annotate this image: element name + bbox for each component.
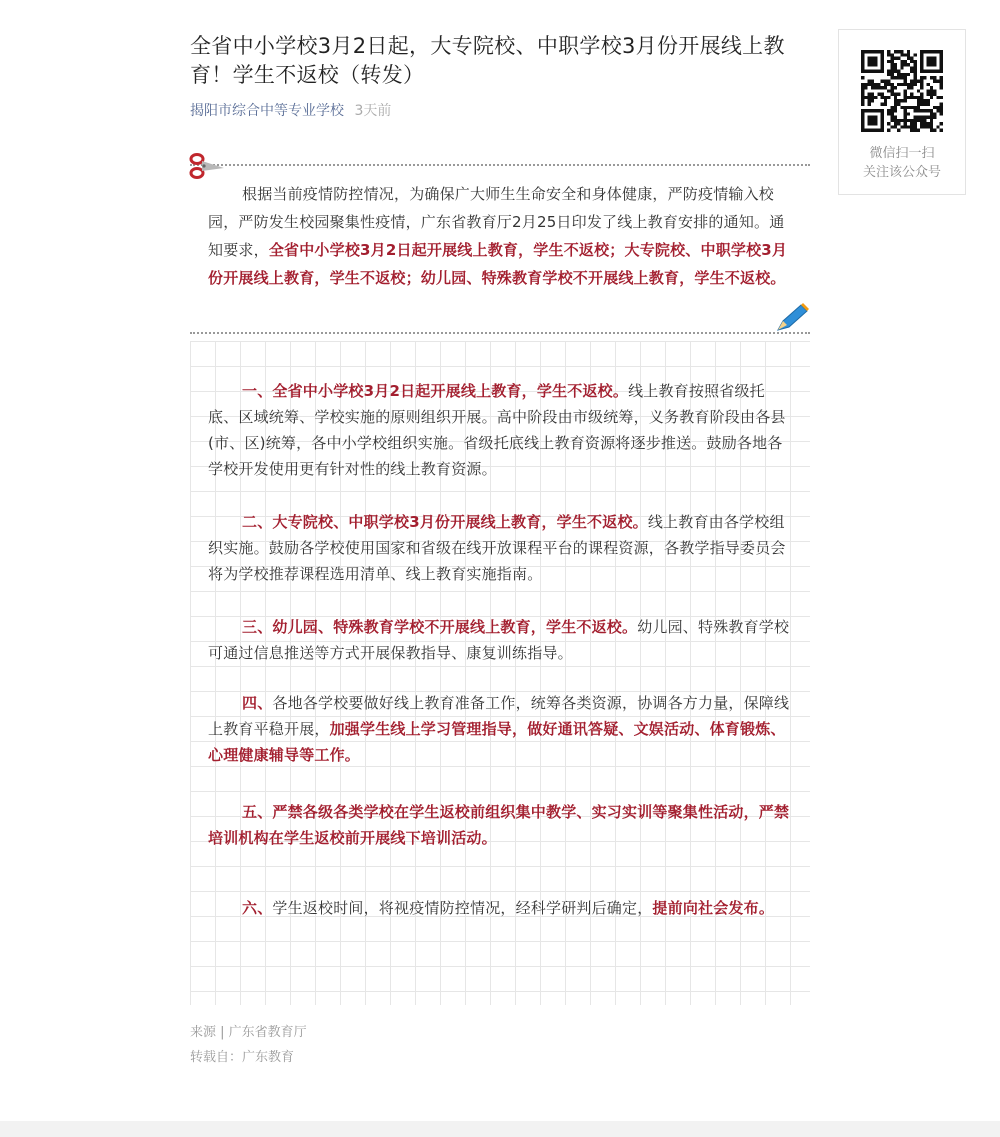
qr-code-panel[interactable]: [838, 29, 966, 195]
dotted-divider-bottom: [190, 332, 810, 334]
article-header: [190, 32, 812, 121]
section-6-heading: 六、: [242, 899, 273, 917]
author-link[interactable]: 揭阳市综合中等专业学校: [190, 103, 344, 119]
section-3-heading: 三、幼儿园、特殊教育学校不开展线上教育，学生不返校。: [242, 618, 638, 636]
pen-icon: [774, 302, 810, 334]
section-2-text: 线上教育由各学校组织实施。鼓励各学校使用国家和省级在线开放课程平台的课程资源，各教学指导委员会将为学校推荐课程选用清单、线上教育实施指南。: [208, 513, 786, 583]
section-4: [208, 690, 792, 768]
qr-caption-scan: 微信扫一扫: [869, 146, 935, 161]
section-5: [208, 799, 792, 851]
section-4-highlight: 加强学生线上学习管理指导，做好通讯答疑、文娱活动、体育锻炼、心理健康辅导等工作。: [208, 720, 786, 764]
section-3-text: 幼儿园、特殊教育学校可通过信息推送等方式开展保教指导、康复训练指导。: [208, 618, 790, 662]
section-1-heading: 一、全省中小学校3月2日起开展线上教育，学生不返校。: [242, 382, 629, 400]
section-2-heading: 二、大专院校、中职学校3月份开展线上教育，学生不返校。: [242, 513, 648, 531]
section-4-text: 各地各学校要做好线上教育准备工作，统筹各类资源，协调各方力量，保障线上教育平稳开展，: [208, 694, 790, 738]
repost-line: 转载自：广东教育: [190, 1050, 295, 1065]
section-1: [208, 378, 792, 482]
section-5-heading: 五、严禁各级各类学校在学生返校前组织集中教学、实习实训等聚集性活动，严禁培训机构在学生返校前开展线下培训活动。: [208, 803, 790, 847]
section-3: [208, 614, 792, 666]
article-title: 全省中小学校3月2日起，大专院校、中职学校3月份开展线上教育！学生不返校（转发）: [190, 34, 785, 87]
publish-time: 3天前: [354, 103, 392, 119]
section-6-highlight: 提前向社会发布。: [652, 899, 775, 917]
source-info: [190, 1020, 307, 1070]
intro-plain-text: 根据当前疫情防控情况，为确保广大师生生命安全和身体健康，严防疫情输入校园，严防发生校园聚集性疫情，广东省教育厅2月25日印发了线上教育安排的通知。通知要求，: [208, 185, 785, 259]
section-6-text: 学生返校时间，将视疫情防控情况，经科学研判后确定，: [272, 899, 653, 917]
scissors-icon: [188, 152, 228, 180]
article-meta: [190, 101, 812, 121]
intro-highlight-text: 全省中小学校3月2日起开展线上教育，学生不返校；大专院校、中职学校3月份开展线上教育，学生不返校；幼儿园、特殊教育学校不开展线上教育，学生不返校。: [208, 241, 788, 287]
dotted-divider-top: [190, 164, 810, 166]
section-6: [208, 895, 792, 921]
qr-caption-follow: 关注该公众号: [862, 165, 941, 180]
section-1-text: 线上教育按照省级托底、区域统筹、学校实施的原则组织开展。高中阶段由市级统筹，义务教育阶段由各县(市、区)统筹，各中小学校组织实施。省级托底线上教育资源将逐步推送。鼓励各地各学校开发使用更有针对性的线上教育资源。: [208, 382, 786, 478]
footer-bar: [0, 1121, 1000, 1137]
intro-box: [190, 158, 810, 336]
qr-caption: [839, 144, 965, 182]
grid-content-area: [190, 341, 810, 1005]
qr-code-icon[interactable]: [861, 50, 943, 132]
source-line: 来源 | 广东省教育厅: [190, 1025, 307, 1040]
intro-paragraph: [208, 180, 796, 292]
section-2: [208, 509, 792, 587]
section-4-heading: 四、: [242, 694, 273, 712]
